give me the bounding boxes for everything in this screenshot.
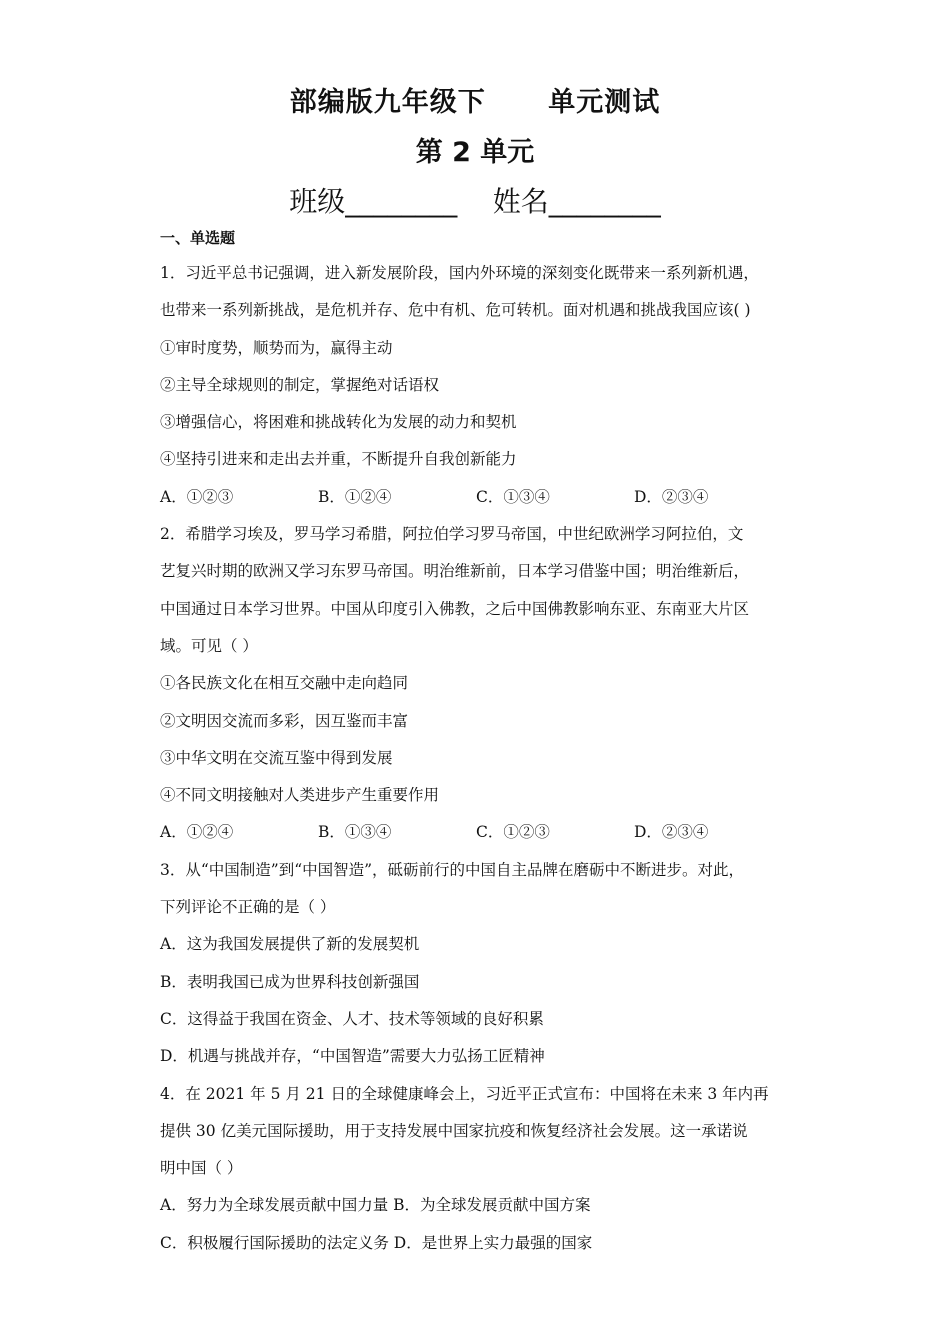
- question: [160, 255, 792, 516]
- question: [160, 1076, 792, 1262]
- question: [160, 852, 792, 1076]
- statement: ④坚持引进来和走出去并重，不断提升自我创新能力: [160, 450, 517, 469]
- statement: ②主导全球规则的制定，掌握绝对话语权: [160, 375, 440, 394]
- question-text: 明中国（ ）: [160, 1159, 243, 1178]
- question-text: 4．在 2021 年 5 月 21 日的全球健康峰会上，习近平正式宣布：中国将在未来 3 年内再: [160, 1084, 769, 1103]
- option-b[interactable]: B．①③④: [318, 823, 392, 842]
- options-row-cd[interactable]: C．积极履行国际援助的法定义务 D．是世界上实力最强的国家: [160, 1233, 593, 1252]
- option-a[interactable]: A．这为我国发展提供了新的发展契机: [160, 935, 420, 954]
- option-c[interactable]: C．这得益于我国在资金、人才、技术等领域的良好积累: [160, 1009, 544, 1028]
- statement: ③中华文明在交流互鉴中得到发展: [160, 748, 393, 767]
- question-text: 下列评论不正确的是（ ）: [160, 898, 336, 917]
- question-list: [160, 255, 792, 1262]
- statement: ②文明因交流而多彩，因互鉴而丰富: [160, 711, 409, 730]
- statement: ①审时度势，顺势而为，赢得主动: [160, 338, 393, 357]
- option-d[interactable]: D．②③④: [634, 823, 709, 842]
- question-text: 域。可见（ ）: [160, 636, 258, 655]
- option-d[interactable]: D．②③④: [634, 487, 709, 506]
- section-title: 一、单选题: [160, 229, 236, 247]
- option-c[interactable]: C．①③④: [476, 487, 550, 506]
- question-text: 3．从“中国制造”到“中国智造”，砥砺前行的中国自主品牌在磨砺中不断进步。对此，: [160, 860, 745, 879]
- unit-title: 第 2 单元: [415, 137, 535, 168]
- options-row-ab[interactable]: A．努力为全球发展贡献中国力量 B．为全球发展贡献中国方案: [160, 1196, 591, 1215]
- doc-title: 部编版九年级下 单元测试: [289, 87, 661, 118]
- statement: ①各民族文化在相互交融中走向趋同: [160, 674, 409, 693]
- option-b[interactable]: B．表明我国已成为世界科技创新强国: [160, 972, 420, 991]
- question-text: 1．习近平总书记强调，进入新发展阶段，国内外环境的深刻变化既带来一系列新机遇，: [160, 264, 759, 282]
- statement: ④不同文明接触对人类进步产生重要作用: [160, 786, 440, 805]
- option-c[interactable]: C．①②③: [476, 823, 550, 842]
- question-text: 2．希腊学习埃及，罗马学习希腊，阿拉伯学习罗马帝国，中世纪欧洲学习阿拉伯，文: [160, 525, 744, 544]
- question-text: 也带来一系列新挑战，是危机并存、危中有机、危可转机。面对机遇和挑战我国应该( ): [160, 301, 751, 320]
- options-row: [160, 479, 792, 516]
- question-text: 提供 30 亿美元国际援助，用于支持发展中国家抗疫和恢复经济社会发展。这一承诺说: [160, 1121, 748, 1140]
- question-text: 中国通过日本学习世界。中国从印度引入佛教，之后中国佛教影响东亚、东南亚大片区: [160, 599, 750, 618]
- question-text: 艺复兴时期的欧洲又学习东罗马帝国。明治维新前，日本学习借鉴中国；明治维新后，: [160, 562, 750, 581]
- options-row: [160, 814, 792, 851]
- option-b[interactable]: B．①②④: [318, 487, 392, 506]
- statement: ③增强信心，将困难和挑战转化为发展的动力和契机: [160, 413, 517, 432]
- option-d[interactable]: D．机遇与挑战并存，“中国智造”需要大力弘扬工匠精神: [160, 1047, 545, 1066]
- option-a[interactable]: A．①②③: [160, 487, 234, 506]
- question: [160, 516, 792, 852]
- option-a[interactable]: A．①②④: [160, 823, 234, 842]
- class-name-fields: 班级________ 姓名________: [289, 185, 661, 218]
